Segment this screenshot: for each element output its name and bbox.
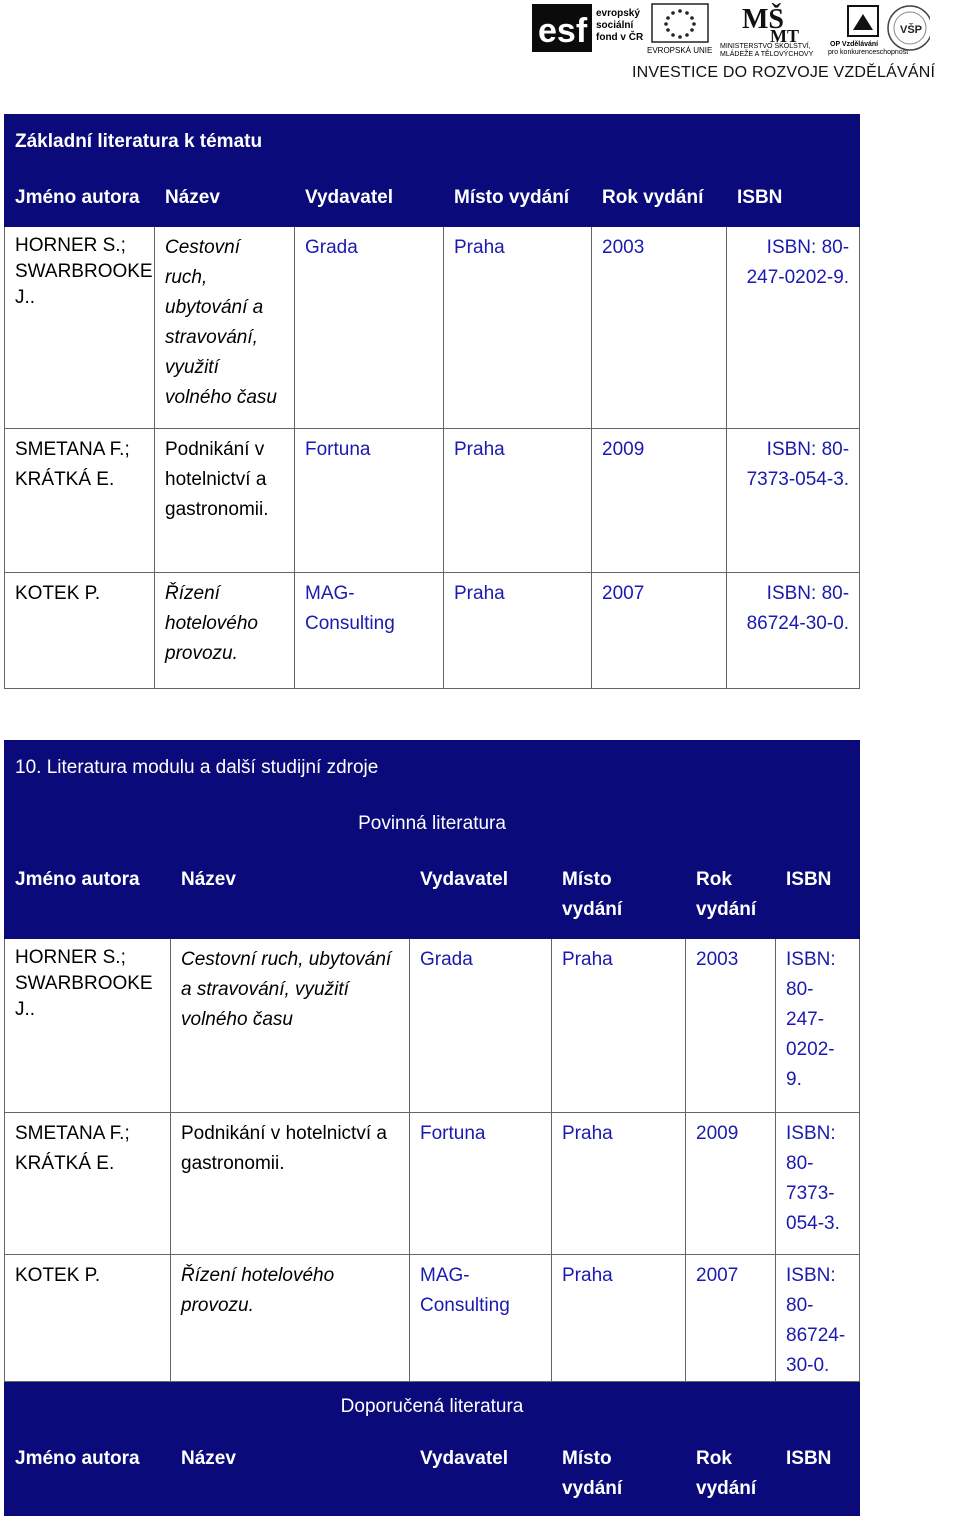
svg-text:MŠ: MŠ — [742, 4, 784, 35]
place-cell: Praha — [444, 227, 592, 429]
author-cell: SMETANA F.; KRÁTKÁ E. — [5, 1113, 171, 1255]
year-cell: 2009 — [686, 1113, 776, 1255]
table-row — [5, 939, 860, 1113]
msmt-logo — [720, 4, 814, 58]
op-logo — [828, 6, 908, 56]
col-place: Místo vydání — [444, 171, 592, 227]
publisher-cell: Fortuna — [295, 429, 444, 573]
section-title: 10. Literatura modulu a další studijní zdroje — [5, 741, 860, 797]
isbn-cell: ISBN: 80-86724-30-0. — [727, 573, 860, 689]
col-publisher: Vydavatel — [410, 1434, 552, 1516]
isbn-cell: ISBN: 80-7373-054-3. — [776, 1113, 860, 1255]
svg-text:evropský: evropský — [596, 8, 640, 19]
publisher-cell: Grada — [295, 227, 444, 429]
header-row — [5, 853, 860, 939]
title-cell: Podnikání v hotelnictví a gastronomii. — [171, 1113, 410, 1255]
eu-flag-logo — [647, 4, 712, 55]
author-cell: SMETANA F.; KRÁTKÁ E. — [5, 429, 155, 573]
povinna-title: Povinná literatura — [5, 797, 860, 853]
doporucena-title-row — [5, 1382, 860, 1434]
place-cell: Praha — [444, 429, 592, 573]
year-cell: 2007 — [592, 573, 727, 689]
place-cell: Praha — [552, 939, 686, 1113]
title-cell: Cestovní ruch, ubytování a stravování, využití volného času — [171, 939, 410, 1113]
investice-tagline: INVESTICE DO ROZVOJE VZDĚLÁVÁNÍ — [632, 64, 936, 81]
col-year: Rok vydání — [686, 1434, 776, 1516]
table-row — [5, 1113, 860, 1255]
author-cell: KOTEK P. — [5, 1255, 171, 1382]
col-author: Jméno autora — [5, 1434, 171, 1516]
svg-text:esf: esf — [538, 12, 588, 50]
header-row — [5, 171, 860, 227]
author-cell: HORNER S.; SWARBROOKE J.. — [5, 939, 171, 1113]
povinna-title-row — [5, 797, 860, 853]
svg-text:pro konkurenceschopnost: pro konkurenceschopnost — [828, 49, 909, 56]
col-publisher: Vydavatel — [295, 171, 444, 227]
col-place: Místo vydání — [552, 853, 686, 939]
svg-text:OP Vzdělávání: OP Vzdělávání — [830, 41, 879, 48]
author-cell: HORNER S.; SWARBROOKE J.. — [5, 227, 155, 429]
table-title-row — [5, 115, 860, 171]
svg-text:fond v ČR: fond v ČR — [596, 32, 644, 43]
partner-logos — [530, 0, 930, 60]
col-title: Název — [155, 171, 295, 227]
isbn-cell: ISBN: 80-247-0202-9. — [727, 227, 860, 429]
isbn-cell: ISBN: 80-7373-054-3. — [727, 429, 860, 573]
zakladni-literatura-table — [4, 114, 860, 689]
col-isbn: ISBN — [776, 853, 860, 939]
place-cell: Praha — [552, 1113, 686, 1255]
year-cell: 2009 — [592, 429, 727, 573]
svg-text:MLÁDEŽE A TĚLOVÝCHOVY: MLÁDEŽE A TĚLOVÝCHOVY — [720, 51, 814, 58]
col-year: Rok vydání — [686, 853, 776, 939]
col-place: Místo vydání — [552, 1434, 686, 1516]
publisher-cell: Grada — [410, 939, 552, 1113]
literatura-modulu-table — [4, 740, 860, 1516]
esf-logo — [532, 4, 644, 52]
svg-text:MINISTERSTVO ŠKOLSTVÍ,: MINISTERSTVO ŠKOLSTVÍ, — [720, 43, 811, 50]
col-title: Název — [171, 1434, 410, 1516]
table-row — [5, 1255, 860, 1382]
header-row-2 — [5, 1434, 860, 1516]
isbn-cell: ISBN: 80-247-0202-9. — [776, 939, 860, 1113]
col-isbn: ISBN — [727, 171, 860, 227]
year-cell: 2003 — [592, 227, 727, 429]
svg-text:VŠP: VŠP — [900, 24, 923, 36]
table-row — [5, 429, 860, 573]
col-publisher: Vydavatel — [410, 853, 552, 939]
publisher-cell: MAG-Consulting — [295, 573, 444, 689]
year-cell: 2007 — [686, 1255, 776, 1382]
table-title: Základní literatura k tématu — [5, 115, 860, 171]
doporucena-title: Doporučená literatura — [5, 1382, 860, 1434]
title-cell: Řízení hotelového provozu. — [171, 1255, 410, 1382]
place-cell: Praha — [444, 573, 592, 689]
section-title-row — [5, 741, 860, 797]
table-row — [5, 573, 860, 689]
title-cell: Řízení hotelového provozu. — [155, 573, 295, 689]
title-cell: Cestovní ruch, ubytování a stravování, využití volného času — [155, 227, 295, 429]
col-isbn: ISBN — [776, 1434, 860, 1516]
publisher-cell: MAG-Consulting — [410, 1255, 552, 1382]
title-cell: Podnikání v hotelnictví a gastronomii. — [155, 429, 295, 573]
vsp-seal-logo — [888, 6, 930, 50]
author-cell: KOTEK P. — [5, 573, 155, 689]
place-cell: Praha — [552, 1255, 686, 1382]
svg-text:EVROPSKÁ UNIE: EVROPSKÁ UNIE — [647, 46, 713, 55]
col-author: Jméno autora — [5, 853, 171, 939]
isbn-cell: ISBN: 80-86724-30-0. — [776, 1255, 860, 1382]
publisher-cell: Fortuna — [410, 1113, 552, 1255]
table-row — [5, 227, 860, 429]
col-year: Rok vydání — [592, 171, 727, 227]
svg-text:sociální: sociální — [596, 20, 634, 31]
col-title: Název — [171, 853, 410, 939]
svg-text:MT: MT — [770, 26, 799, 46]
year-cell: 2003 — [686, 939, 776, 1113]
col-author: Jméno autora — [5, 171, 155, 227]
